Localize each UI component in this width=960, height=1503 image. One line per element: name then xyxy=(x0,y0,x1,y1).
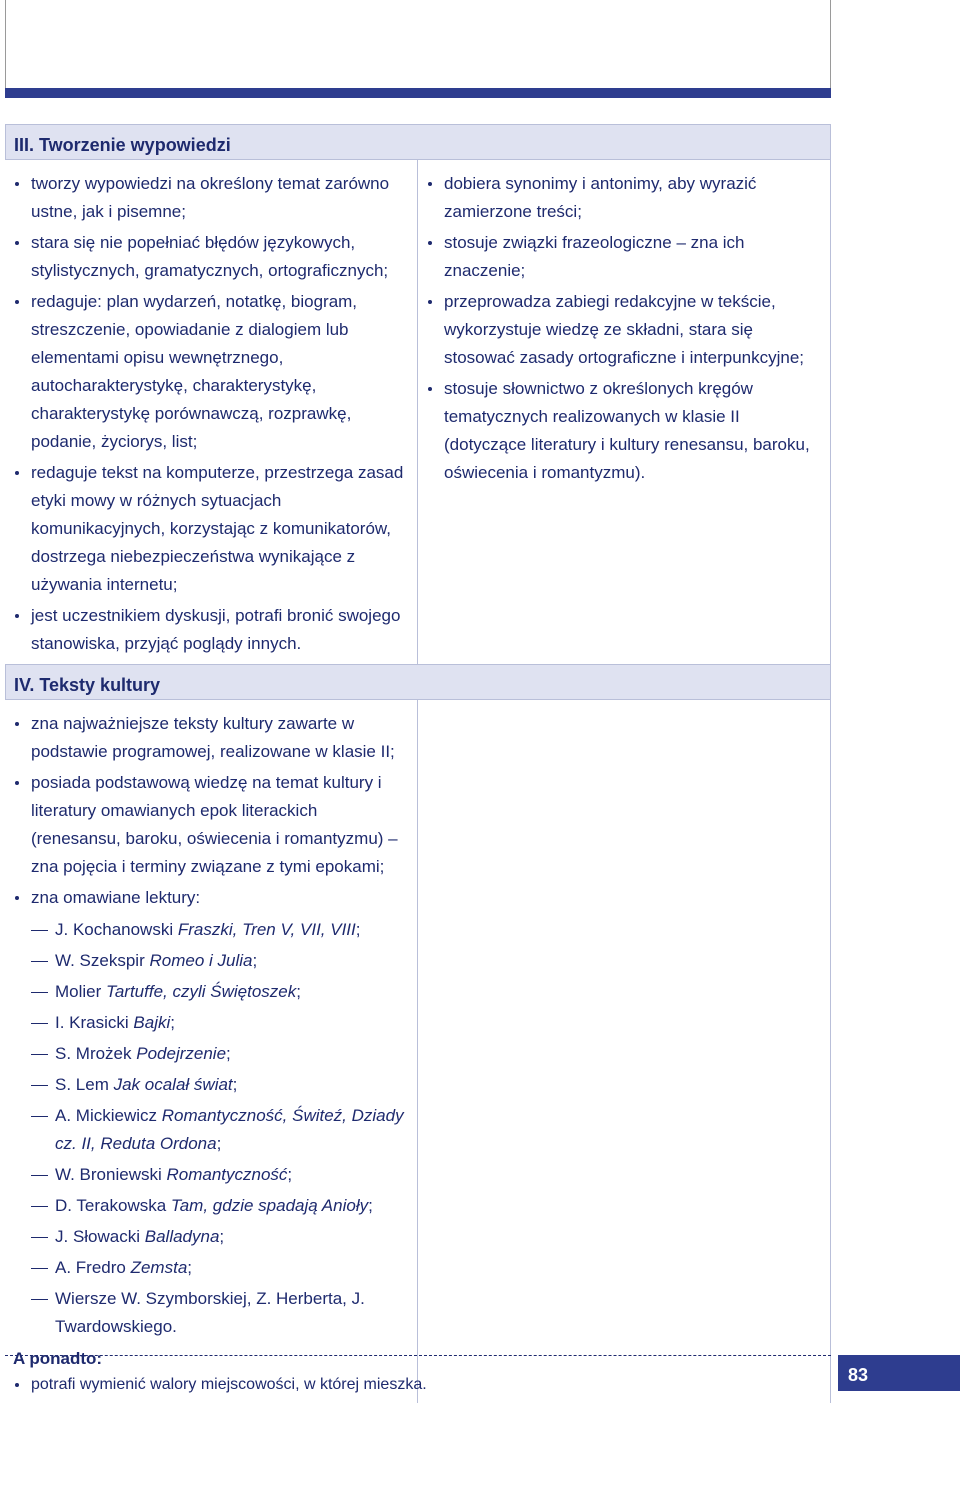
reading-item xyxy=(31,1223,411,1251)
top-accent-bar xyxy=(5,88,831,98)
reading-end: ; xyxy=(216,1134,222,1153)
reading-title: Jak ocalał świat xyxy=(113,1075,233,1094)
list-teksty-left xyxy=(5,700,417,1347)
reading-author: J. Kochanowski xyxy=(55,920,178,939)
requirements-table xyxy=(5,98,831,1403)
list-item: stara się nie popełniać błędów językowych, stylistycznych, gramatycznych, ortograficznych; xyxy=(5,229,417,285)
list-item: posiada podstawową wiedzę na temat kultury i literatury omawianych epok literackich (renesansu, baroku, oświecenia i romantyzmu) – zna pojęcia i terminy związane z tymi epokami; xyxy=(5,769,417,881)
reading-title: Romeo i Julia xyxy=(149,951,253,970)
list-item: przeprowadza zabiegi redakcyjne w tekście, wykorzystuje wiedzę ze składni, stara się stosować zasady ortograficzne i interpunkcyjne; xyxy=(418,288,830,372)
list-item: potrafi wymienić walory miejscowości, w której mieszka. xyxy=(5,1371,417,1399)
reading-item xyxy=(31,1161,411,1189)
list-item: redaguje tekst na komputerze, przestrzega zasad etyki mowy w różnych sytuacjach komunikacyjnych, korzystając z komunikatorów, dostrzega niebezpieczeństwa wynikające z używania internetu; xyxy=(5,459,417,599)
list-item: stosuje związki frazeologiczne – zna ich znaczenie; xyxy=(418,229,830,285)
reading-title: Podejrzenie xyxy=(136,1044,227,1063)
section-body-teksty-kultury xyxy=(5,700,831,1403)
list-item xyxy=(5,884,417,1341)
reading-title: Romantyczność, Świteź, Dziady cz. II, Reduta Ordona xyxy=(55,1106,404,1153)
reading-end: ; xyxy=(232,1075,238,1094)
reading-end: ; xyxy=(226,1044,231,1063)
reading-title: Zemsta xyxy=(130,1258,188,1277)
reading-author: J. Słowacki xyxy=(55,1227,145,1246)
reading-author: Wiersze W. Szymborskiej, Z. Herberta, J. Twardowskiego. xyxy=(55,1289,365,1336)
reading-title: Tam, gdzie spadają Anioły xyxy=(170,1196,369,1215)
page-number: 83 xyxy=(838,1355,960,1391)
reading-end: ; xyxy=(170,1013,175,1032)
list-ponadto xyxy=(5,1369,427,1403)
reading-title: Balladyna xyxy=(144,1227,220,1246)
reading-title: Fraszki, Tren V, VII, VIII xyxy=(177,920,356,939)
bottom-dashed-line xyxy=(5,1355,831,1356)
reading-item xyxy=(31,1071,411,1099)
column-left xyxy=(5,160,418,664)
readings-intro: zna omawiane lektury: xyxy=(31,888,201,907)
list-item: stosuje słownictwo z określonych kręgów tematycznych realizowanych w klasie II (dotyczące literatury i kultury renesansu, baroku, oświecenia i romantyzmu). xyxy=(418,375,830,487)
frame-line-left xyxy=(5,0,6,92)
reading-end: ; xyxy=(187,1258,193,1277)
readings-list xyxy=(31,916,411,1341)
reading-end: ; xyxy=(296,982,301,1001)
section-header-tworzenie: III. Tworzenie wypowiedzi xyxy=(5,124,831,160)
list-item: redaguje: plan wydarzeń, notatkę, biogram, streszczenie, opowiadanie z dialogiem lub elementami opisu wewnętrznego, autocharakterystykę, charakterystykę, charakterystykę porównawczą, rozprawkę, podanie, życiorys, list; xyxy=(5,288,417,456)
reading-author: A. Fredro xyxy=(55,1258,131,1277)
reading-item xyxy=(31,947,411,975)
column-right-empty xyxy=(418,700,831,1403)
list-tworzenie-left xyxy=(5,160,417,664)
section-body-tworzenie xyxy=(5,160,831,664)
reading-end: ; xyxy=(368,1196,373,1215)
list-tworzenie-right xyxy=(418,160,830,493)
column-left xyxy=(5,700,427,1403)
reading-item xyxy=(31,978,411,1006)
reading-author: D. Terakowska xyxy=(55,1196,171,1215)
column-right xyxy=(418,160,831,664)
reading-author: Molier xyxy=(55,982,107,1001)
reading-author: S. Lem xyxy=(55,1075,114,1094)
reading-author: W. Broniewski xyxy=(55,1165,167,1184)
reading-end: ; xyxy=(219,1227,225,1246)
reading-end: ; xyxy=(252,951,258,970)
list-item: jest uczestnikiem dyskusji, potrafi bronić swojego stanowiska, przyjąć poglądy innych. xyxy=(5,602,417,658)
reading-item xyxy=(31,1009,411,1037)
reading-item xyxy=(31,1102,411,1158)
reading-author: I. Krasicki xyxy=(55,1013,134,1032)
reading-author: W. Szekspir xyxy=(55,951,150,970)
reading-author: S. Mrożek xyxy=(55,1044,137,1063)
reading-item xyxy=(31,1254,411,1282)
section-header-teksty-kultury: IV. Teksty kultury xyxy=(5,664,831,700)
ponadto-label: A ponadto: xyxy=(13,1349,103,1368)
reading-item xyxy=(31,1040,411,1068)
reading-item xyxy=(31,916,411,944)
reading-title: Romantyczność xyxy=(166,1165,288,1184)
list-item: tworzy wypowiedzi na określony temat zarówno ustne, jak i pisemne; xyxy=(5,170,417,226)
reading-title: Tartuffe, czyli Świętoszek xyxy=(106,982,297,1001)
list-item: dobiera synonimy i antonimy, aby wyrazić zamierzone treści; xyxy=(418,170,830,226)
frame-line-right xyxy=(830,0,831,92)
reading-title: Bajki xyxy=(133,1013,171,1032)
reading-item xyxy=(31,1192,411,1220)
page-number-gap xyxy=(831,1355,838,1391)
list-item: zna najważniejsze teksty kultury zawarte w podstawie programowej, realizowane w klasie II; xyxy=(5,710,417,766)
reading-end: ; xyxy=(287,1165,293,1184)
reading-end: ; xyxy=(355,920,361,939)
reading-item xyxy=(31,1285,411,1341)
reading-author: A. Mickiewicz xyxy=(55,1106,162,1125)
